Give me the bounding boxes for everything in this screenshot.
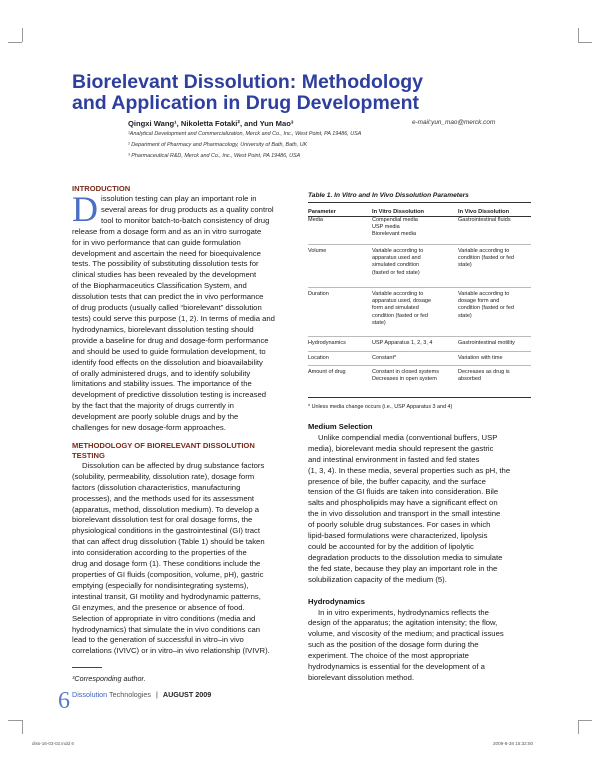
table-cell-param: Location bbox=[308, 355, 329, 361]
table-cell-vitro: USP Apparatus 1, 2, 3, 4 bbox=[372, 340, 433, 346]
table-cell-vitro: Variable according to apparatus used, dosage form and simulated condition (fasted or fed state) bbox=[372, 291, 432, 326]
text-line: biorelevant dissolution test for oral dosage forms, the bbox=[72, 515, 253, 525]
text-line: hydrodynamics) that simulate the in vivo conditions can bbox=[72, 624, 261, 634]
author-list: Qingxi Wang¹, Nikoletta Fotaki², and Yun Mao³ bbox=[128, 119, 294, 128]
text-line: Selection of appropriate in vitro conditions (media and bbox=[72, 613, 256, 623]
table-cell-vivo: Decreases as drug is absorbed bbox=[458, 369, 510, 383]
text-line: (1, 3, 4). In these media, several properties such as pH, the bbox=[308, 465, 511, 475]
text-line: clinical studies has been revealed by the development bbox=[72, 270, 257, 280]
text-line: design of the apparatus; the agitation intensity; the flow, bbox=[308, 618, 498, 628]
table-header-in-vitro: In Vitro Dissolution bbox=[372, 209, 425, 215]
text-line: tests) could serve this purpose (1, 2). In terms of media and bbox=[72, 313, 275, 323]
text-line: hydrodynamics is essential for the development of a bbox=[308, 662, 485, 672]
text-line: identify food effects on the dissolution and bioavailability bbox=[72, 357, 263, 367]
text-line: intestinal transit, GI motility and hydrodynamic patterns, bbox=[72, 591, 261, 601]
medium-heading: Medium Selection bbox=[308, 422, 373, 431]
table-bottom-rule bbox=[308, 397, 531, 398]
text-line: (apparatus, method, dissolution medium). To develop a bbox=[72, 504, 260, 514]
crop-mark bbox=[578, 28, 579, 42]
table-header-in-vivo: In Vivo Dissolution bbox=[458, 209, 510, 215]
text-line: In in vitro experiments, hydrodynamics reflects the bbox=[318, 607, 489, 617]
text-line: hydrodynamics, biorelevant dissolution testing should bbox=[72, 324, 254, 334]
text-line: provide a baseline for drug and dosage-form performance bbox=[72, 335, 269, 345]
text-line: into consideration according to the properties of the bbox=[72, 548, 247, 558]
table-cell-vivo: Variable according to condition (fasted or fed state) bbox=[458, 248, 514, 269]
text-line: factors (dissolution characteristics, manufacturing bbox=[72, 482, 241, 492]
text-line: could be accounted for by the addition of lipolytic bbox=[308, 541, 474, 551]
journal-name-2: Technologies bbox=[109, 690, 151, 699]
text-line: limitations and stability issues. The importance of the bbox=[72, 379, 252, 389]
table-cell-vivo: Variable according to dosage form and condition (fasted or fed state) bbox=[458, 291, 514, 319]
text-line: several areas for drug products as a quality control bbox=[101, 204, 274, 214]
text-line: degradation products to the dissolution media to simulate bbox=[308, 552, 503, 562]
table-row-divider bbox=[308, 365, 531, 366]
footer-separator: | bbox=[156, 690, 158, 699]
footnote: ³Corresponding author. bbox=[72, 674, 146, 683]
crop-mark bbox=[8, 720, 22, 721]
text-line: Unlike compendial media (conventional buffers, USP bbox=[318, 432, 498, 442]
text-line: tension of the GI fluids are taken into consideration. Bile bbox=[308, 487, 499, 497]
table-title: Table 1. In Vitro and In Vivo Dissolution Parameters bbox=[308, 192, 469, 199]
text-line: properties of GI fluids (composition, volume, pH), gastric bbox=[72, 570, 264, 579]
text-line: that can affect drug dissolution (Table 1) should be taken bbox=[72, 537, 265, 547]
text-line: of drug products (usually called “biorelevant” dissolution bbox=[72, 303, 262, 313]
corresponding-email[interactable]: e-mail:yun_mao@merck.com bbox=[412, 119, 496, 126]
print-timestamp: 2009-8-28 15:32:50 bbox=[493, 741, 534, 746]
intro-body bbox=[72, 189, 302, 434]
medium-body bbox=[308, 433, 533, 586]
table-row-divider bbox=[308, 351, 531, 352]
text-line: GI enzymes, and the presence or absence of food. bbox=[72, 602, 245, 612]
title-line-2: and Application in Drug Development bbox=[72, 92, 420, 114]
text-line: dissolution tests that can predict the in vivo performance bbox=[72, 292, 264, 302]
table-cell-param: Hydrodynamics bbox=[308, 340, 346, 346]
text-line: salts and phospholipids may have a significant effect on bbox=[308, 498, 498, 508]
text-line: correlations (IVIVC) or in vitro–in vivo relationship (IVIVR). bbox=[72, 646, 270, 656]
methodology-body bbox=[72, 461, 302, 657]
text-line: and intestinal environment in fasted and fed states bbox=[308, 454, 480, 464]
text-line: physiological conditions in the gastrointestinal (GI) tract bbox=[72, 526, 261, 536]
table-cell-vivo: Variation with time bbox=[458, 355, 503, 361]
text-line: biorelevant dissolution method. bbox=[308, 672, 414, 682]
text-line: tool to monitor batch-to-batch consistency of drug bbox=[101, 215, 270, 225]
crop-mark bbox=[8, 42, 22, 43]
crop-mark bbox=[22, 720, 23, 734]
text-line: presence of bile, the buffer capacity, and the surface bbox=[308, 476, 486, 486]
crop-mark bbox=[22, 28, 23, 42]
text-line: the fed state, because they play an important role in the bbox=[308, 563, 498, 573]
left-column bbox=[72, 184, 302, 657]
text-line: the in vivo dissolution and transport in the small intestine bbox=[308, 509, 501, 519]
text-line: solubilization capacity of the medium (5). bbox=[308, 574, 447, 584]
text-line: volume, and viscosity of the medium; and practical issues bbox=[308, 629, 504, 639]
table-cell-param: Media bbox=[308, 217, 323, 223]
table-row-divider bbox=[308, 244, 531, 245]
issue-date: AUGUST 2009 bbox=[162, 690, 212, 699]
hydrodynamics-body bbox=[308, 608, 533, 684]
table-header-rule bbox=[308, 216, 531, 217]
text-line: emptying (especially for nondisintegrating systems), bbox=[72, 580, 249, 590]
text-line: such as the position of the dosage form during the bbox=[308, 640, 479, 650]
journal-name-1: Dissolution bbox=[72, 690, 108, 699]
text-line: of the Biopharmaceutics Classification System, and bbox=[72, 281, 247, 291]
table-note: * Unless media change occurs (i.e., USP Apparatus 3 and 4) bbox=[308, 404, 453, 410]
text-line: lipid-based formulations were characterized, lipolysis bbox=[308, 531, 488, 541]
text-line: and should be used to guide formulation development, to bbox=[72, 346, 266, 356]
table-cell-param: Volume bbox=[308, 248, 327, 254]
text-line: of orally administered drugs, and to identify solubility bbox=[72, 368, 251, 378]
right-column bbox=[308, 422, 533, 684]
text-line: development of predictive dissolution testing is increased bbox=[72, 390, 267, 400]
methodology-heading: METHODOLOGY OF BIORELEVANT DISSOLUTION TESTING bbox=[72, 440, 255, 460]
table-cell-vitro: Constant* bbox=[372, 355, 397, 361]
crop-mark bbox=[578, 720, 579, 734]
intro-heading: INTRODUCTION bbox=[72, 184, 131, 193]
text-line: of poorly soluble drug substances. For cases in which bbox=[308, 520, 491, 530]
table-cell-vitro: Compendial media USP media Biorelevant media bbox=[372, 217, 418, 238]
text-line: issolution testing can play an important role in bbox=[101, 194, 257, 203]
text-line: challenges for new dosage-form approaches. bbox=[72, 423, 226, 433]
text-line: experiment. The choice of the most appropriate bbox=[308, 651, 469, 661]
crop-mark bbox=[578, 42, 592, 43]
text-line: processes), and the methods used for its assessment bbox=[72, 493, 255, 503]
article-title bbox=[72, 72, 472, 114]
title-line-1: Biorelevant Dissolution: Methodology bbox=[72, 71, 424, 93]
text-line: development are poorly soluble drugs and by the bbox=[72, 412, 239, 422]
text-line: Dissolution can be affected by drug substance factors bbox=[82, 460, 265, 470]
text-line: for in vivo performance that can guide formulation bbox=[72, 237, 241, 247]
table-header-parameter: Parameter bbox=[308, 209, 336, 215]
text-line: drug and dosage form (1). These conditions include the bbox=[72, 559, 261, 569]
table-cell-vivo: Gastrointestinal fluids bbox=[458, 217, 511, 223]
table-cell-vivo: Gastrointestinal motility bbox=[458, 340, 515, 346]
text-line: by the fact that the majority of drugs currently in bbox=[72, 401, 234, 411]
text-line: media), biorelevant media should represent the gastric bbox=[308, 443, 494, 453]
affiliation-1: ¹Analytical Development and Commercialization, Merck and Co., Inc., West Point, PA 19486, USA bbox=[128, 131, 362, 137]
table-row-divider bbox=[308, 287, 531, 288]
table-cell-param: Duration bbox=[308, 291, 329, 297]
text-line: lead to the generation of successful in vitro–in vivo bbox=[72, 635, 244, 645]
affiliation-3: ³ Pharmaceutical R&D, Merck and Co., Inc., West Point, PA 19486, USA bbox=[128, 153, 301, 159]
table-cell-vitro: Constant in closed systems Decreases in open system bbox=[372, 369, 439, 383]
crop-mark bbox=[578, 720, 592, 721]
text-line: (solubility, permeability, dissolution rate), dosage form bbox=[72, 471, 255, 481]
journal-footer bbox=[72, 690, 211, 699]
table-cell-vitro: Variable according to apparatus used and simulated condition (fasted or fed state) bbox=[372, 248, 424, 276]
table-cell-param: Amount of drug bbox=[308, 369, 346, 375]
page-number: 6 bbox=[58, 688, 70, 714]
table-row-divider bbox=[308, 336, 531, 337]
table-top-rule bbox=[308, 202, 531, 203]
affiliation-2: ² Department of Pharmacy and Pharmacology, University of Bath, Bath, UK bbox=[128, 142, 308, 148]
print-file-label: diss-16-03-02.indd 6 bbox=[32, 741, 74, 746]
drop-cap: D bbox=[72, 189, 98, 229]
text-line: tests. The possibility of substituting dissolution tests for bbox=[72, 259, 259, 269]
footnote-rule bbox=[72, 667, 102, 668]
hydrodynamics-heading: Hydrodynamics bbox=[308, 596, 365, 606]
text-line: release from a dosage form and as an in vitro surrogate bbox=[72, 226, 262, 236]
text-line: development and ascertain the need for bioequivalence bbox=[72, 248, 261, 258]
